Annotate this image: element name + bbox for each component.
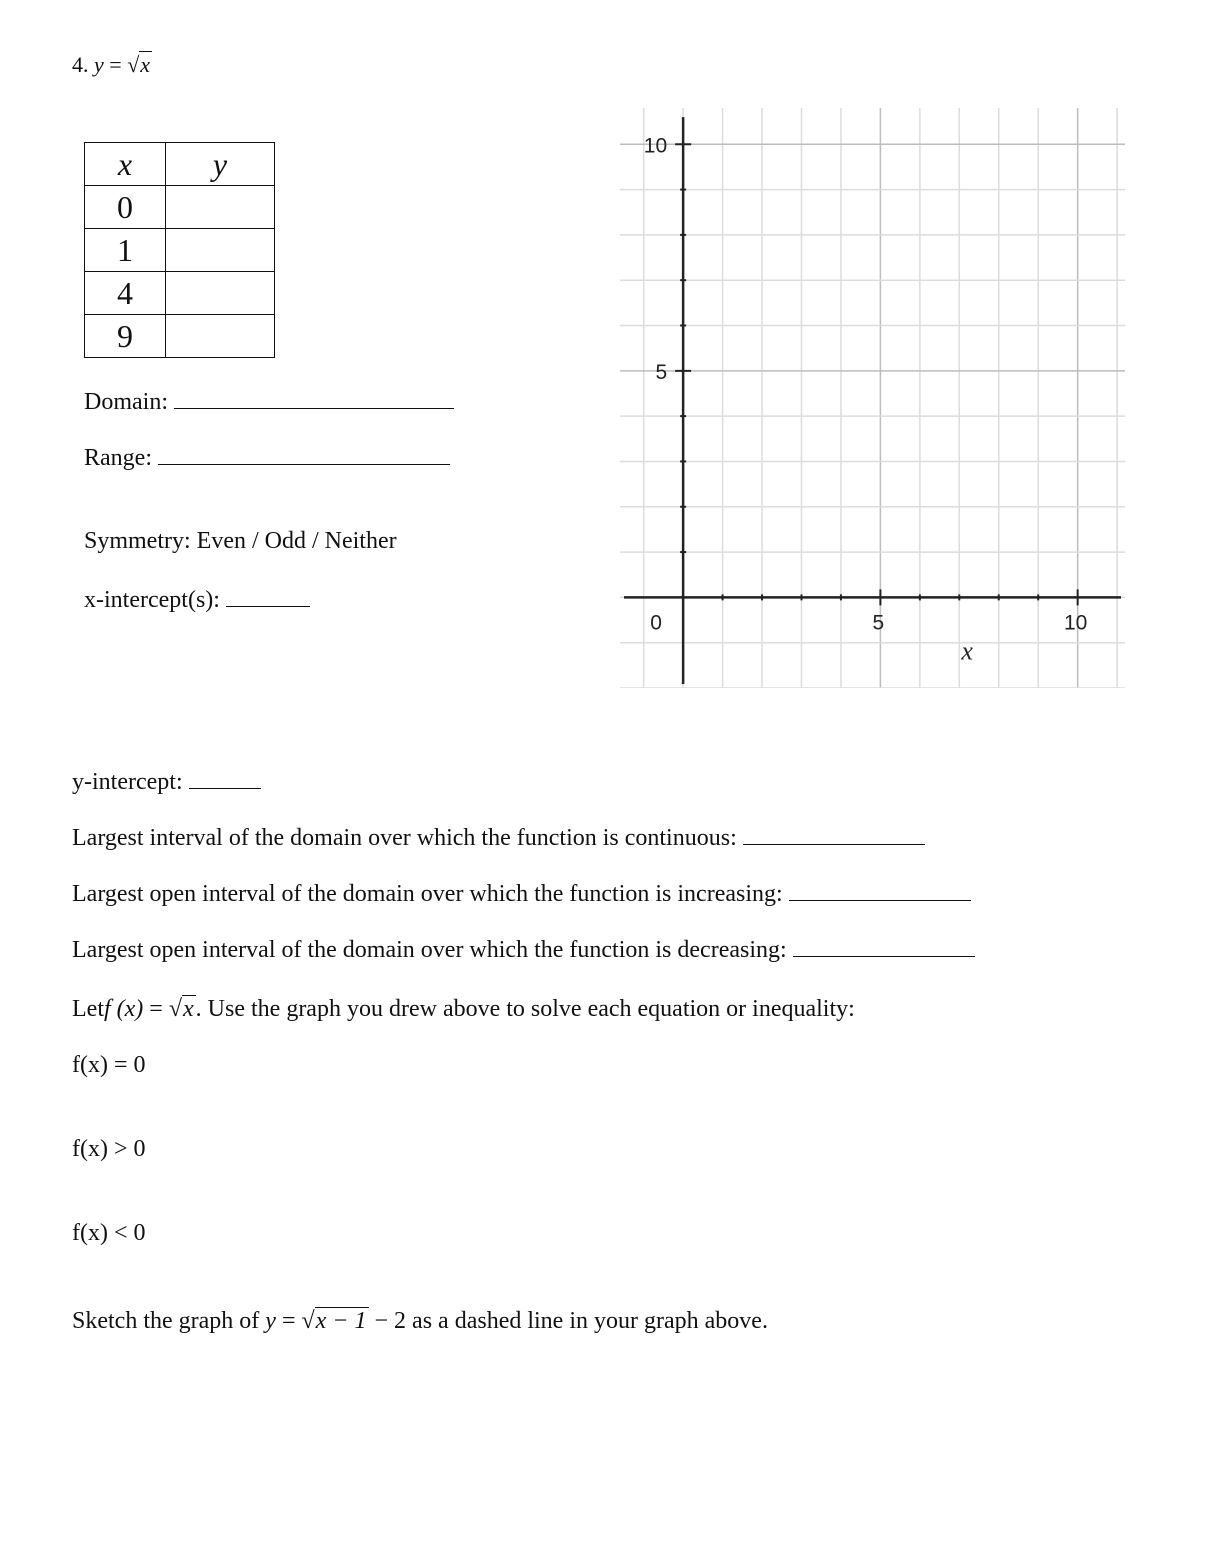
x-tick-label: 10 xyxy=(1063,611,1088,635)
let-statement xyxy=(72,996,855,1023)
table-header-y: y xyxy=(166,143,275,186)
sqrt-expression: √x xyxy=(168,996,194,1022)
sketch-var: y xyxy=(265,1308,276,1334)
domain-question xyxy=(84,388,454,416)
let-func: f xyxy=(103,996,111,1022)
table-cell-x: 4 xyxy=(85,272,166,315)
table-cell-x: 1 xyxy=(85,229,166,272)
x-intercepts-answer-blank[interactable] xyxy=(226,586,310,607)
y-intercept-label: y-intercept: xyxy=(72,769,183,795)
table-header-row xyxy=(85,143,275,186)
continuous-answer-blank[interactable] xyxy=(743,824,925,845)
y-intercept-question xyxy=(72,768,261,796)
sketch-instruction xyxy=(72,1308,768,1335)
problem-title xyxy=(72,52,152,78)
x-tick-label: 0 xyxy=(650,611,662,635)
sketch-rest: − 2 as a dashed line in your graph above. xyxy=(368,1308,768,1334)
x-tick-label: 5 xyxy=(872,611,885,635)
let-suffix: . Use the graph you drew above to solve each equation or inequality: xyxy=(195,996,855,1022)
symmetry-label[interactable]: Symmetry: Even / Odd / Neither xyxy=(84,528,397,554)
x-intercepts-question xyxy=(84,586,310,614)
continuous-question xyxy=(72,824,925,852)
equation-1: f(x) = 0 xyxy=(72,1052,146,1078)
problem-number: 4. xyxy=(72,52,89,77)
table-cell-y[interactable] xyxy=(166,315,275,358)
table-row xyxy=(85,229,275,272)
decreasing-label: Largest open interval of the domain over which the function is decreasing: xyxy=(72,937,787,963)
equation-3: f(x) < 0 xyxy=(72,1220,146,1246)
x-intercepts-label: x-intercept(s): xyxy=(84,587,220,613)
let-arg: (x) xyxy=(116,996,144,1022)
range-label: Range: xyxy=(84,445,152,471)
table-cell-y[interactable] xyxy=(166,229,275,272)
continuous-label: Largest interval of the domain over which the function is continuous: xyxy=(72,825,737,851)
equation-2: f(x) > 0 xyxy=(72,1136,146,1162)
increasing-label: Largest open interval of the domain over which the function is increasing: xyxy=(72,881,783,907)
sketch-equals: = xyxy=(281,1308,296,1334)
domain-answer-blank[interactable] xyxy=(174,388,454,409)
table-row xyxy=(85,272,275,315)
decreasing-question xyxy=(72,936,975,964)
increasing-answer-blank[interactable] xyxy=(789,880,971,901)
range-answer-blank[interactable] xyxy=(158,444,450,465)
decreasing-answer-blank[interactable] xyxy=(793,936,975,957)
y-tick-label: 5 xyxy=(655,360,668,384)
x-axis-label: x xyxy=(961,636,973,666)
sketch-radicand: x − 1 xyxy=(315,1308,367,1334)
symmetry-question xyxy=(84,528,397,555)
problem-equals: = xyxy=(109,52,122,77)
table-header-x: x xyxy=(85,143,166,186)
values-table xyxy=(84,142,275,358)
table-cell-x: 9 xyxy=(85,315,166,358)
table-row xyxy=(85,315,275,358)
table-cell-y[interactable] xyxy=(166,186,275,229)
range-question xyxy=(84,444,450,472)
coordinate-grid[interactable] xyxy=(620,108,1125,688)
y-tick-label: 10 xyxy=(643,134,668,158)
increasing-question xyxy=(72,880,971,908)
problem-radicand: x xyxy=(140,52,151,77)
table-cell-x: 0 xyxy=(85,186,166,229)
sketch-prefix: Sketch the graph of xyxy=(72,1308,266,1334)
table-cell-y[interactable] xyxy=(166,272,275,315)
let-radicand: x xyxy=(183,996,194,1022)
domain-label: Domain: xyxy=(84,389,168,415)
table-row xyxy=(85,186,275,229)
y-intercept-answer-blank[interactable] xyxy=(189,768,261,789)
sqrt-expression: √x xyxy=(127,52,151,77)
let-prefix: Let xyxy=(72,996,104,1022)
sqrt-expression: √x − 1 xyxy=(301,1308,367,1334)
problem-lhs: y xyxy=(94,52,104,77)
let-equals: = xyxy=(149,996,163,1022)
